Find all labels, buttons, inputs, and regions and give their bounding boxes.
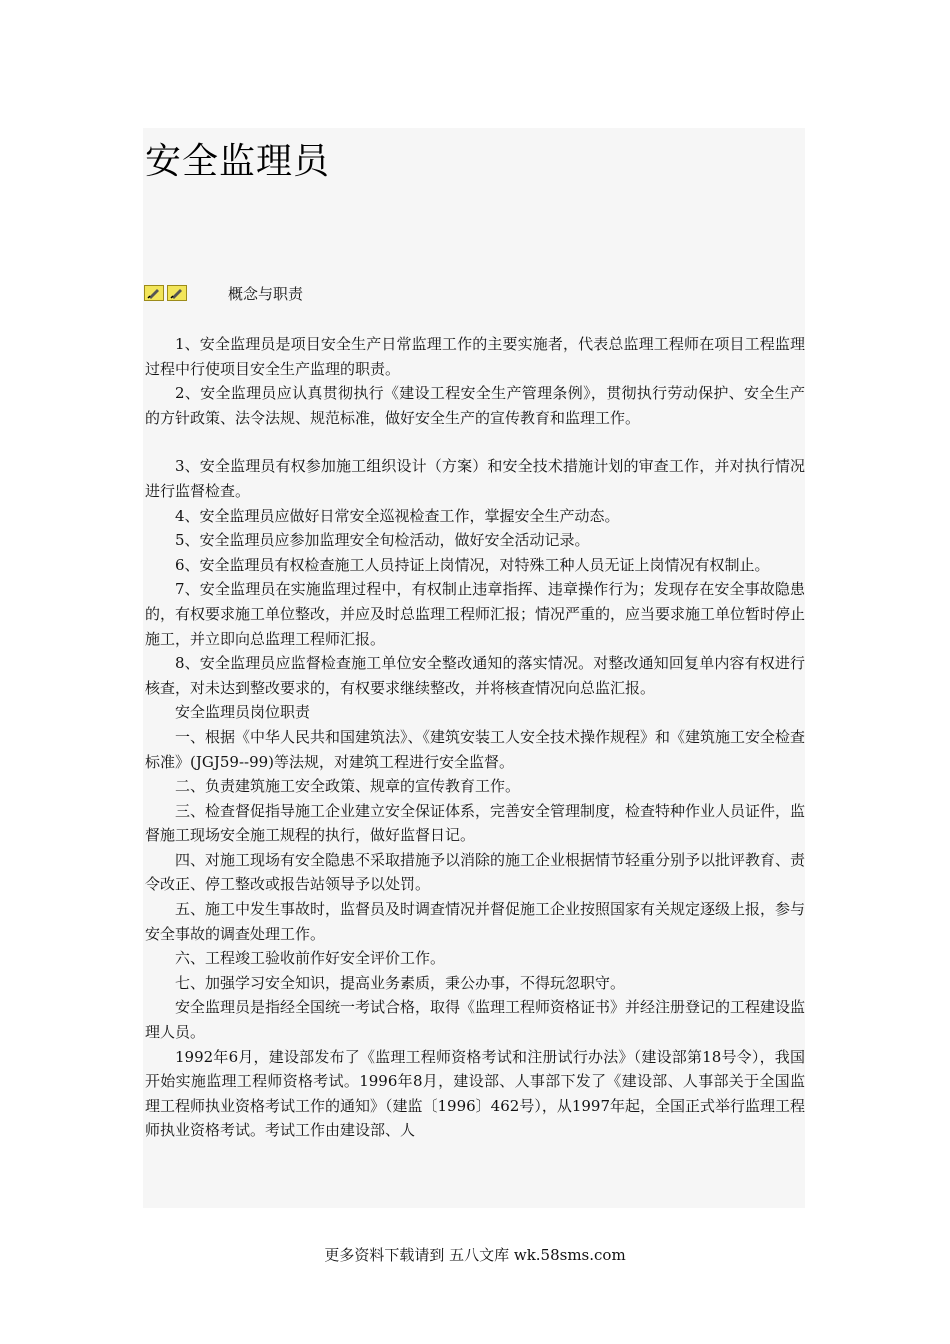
paragraph: 二、负责建筑施工安全政策、规章的宣传教育工作。 [175, 777, 521, 796]
paragraph: 七、加强学习安全知识，提高业务素质，秉公办事，不得玩忽职守。 [175, 973, 626, 992]
pencil-note-icon [144, 285, 164, 301]
subheading: 安全监理员岗位职责 [175, 703, 311, 722]
paragraph: 8、安全监理员应监督检查施工单位安全整改通知的落实情况。对整改通知回复单内容有权进行核查，对未达到整改要求的，有权要求继续整改，并将核查情况向总监汇报。 [145, 654, 805, 697]
pencil-note-icon [167, 285, 187, 301]
paragraph: 三、检查督促指导施工企业建立安全保证体系，完善安全管理制度，检查特种作业人员证件，监督施工现场安全施工规程的执行，做好监督日记。 [145, 801, 806, 845]
paragraph: 1992年6月，建设部发布了《监理工程师资格考试和注册试行办法》（建设部第18号令），我国开始实施监理工程师资格考试。1996年8月，建设部、人事部下发了《建设部、人事部关于全国监理工程师执业资格考试工作的通知》（建监〔1996〕462号），从1997年起，全国正式举行监理工程师执业资格考试。考试工作由建设部、人 [145, 1047, 805, 1140]
paragraph: 6、安全监理员有权检查施工人员持证上岗情况，对特殊工种人员无证上岗情况有权制止。 [175, 555, 770, 574]
paragraph: 安全监理员是指经全国统一考试合格，取得《监理工程师资格证书》并经注册登记的工程建设监理人员。 [145, 998, 806, 1042]
page-title: 安全监理员 [145, 141, 331, 182]
paragraph: 7、安全监理员在实施监理过程中，有权制止违章指挥、违章操作行为；发现存在安全事故隐患的，有权要求施工单位整改，并应及时总监理工程师汇报；情况严重的，应当要求施工单位暂时停止施工，并立即向总监理工程师汇报。 [145, 580, 806, 648]
paragraph: 1、安全监理员是项目安全生产日常监理工作的主要实施者，代表总监理工程师在项目工程监理过程中行使项目安全生产监理的职责。 [145, 335, 805, 378]
section-heading [144, 282, 303, 304]
paragraph: 五、施工中发生事故时，监督员及时调查情况并督促施工企业按照国家有关规定逐级上报，参与安全事故的调查处理工作。 [145, 900, 806, 943]
paragraph: 一、根据《中华人民共和国建筑法》、《建筑安装工人安全技术操作规程》和《建筑施工安全检查标准》(JGJ59--99)等法规，对建筑工程进行安全监督。 [145, 727, 806, 771]
document-body [145, 332, 805, 1143]
section-label: 概念与职责 [228, 284, 304, 303]
paragraph: 2、安全监理员应认真贯彻执行《建设工程安全生产管理条例》，贯彻执行劳动保护、安全生产的方针政策、法令法规、规范标准，做好安全生产的宣传教育和监理工作。 [145, 384, 805, 427]
paragraph: 六、工程竣工验收前作好安全评价工作。 [175, 949, 446, 968]
footer-link[interactable]: 更多资料下载请到 五八文库 wk.58sms.com [324, 1246, 626, 1264]
paragraph: 3、安全监理员有权参加施工组织设计（方案）和安全技术措施计划的审查工作，并对执行情况进行监督检查。 [145, 457, 805, 500]
heading-bullets [144, 285, 228, 301]
paragraph: 5、安全监理员应参加监理安全旬检活动，做好安全活动记录。 [175, 531, 590, 550]
paragraph: 4、安全监理员应做好日常安全巡视检查工作，掌握安全生产动态。 [175, 506, 620, 525]
paragraph: 四、对施工现场有安全隐患不采取措施予以消除的施工企业根据情节轻重分别予以批评教育、责令改正、停工整改或报告站领导予以处罚。 [145, 850, 806, 894]
